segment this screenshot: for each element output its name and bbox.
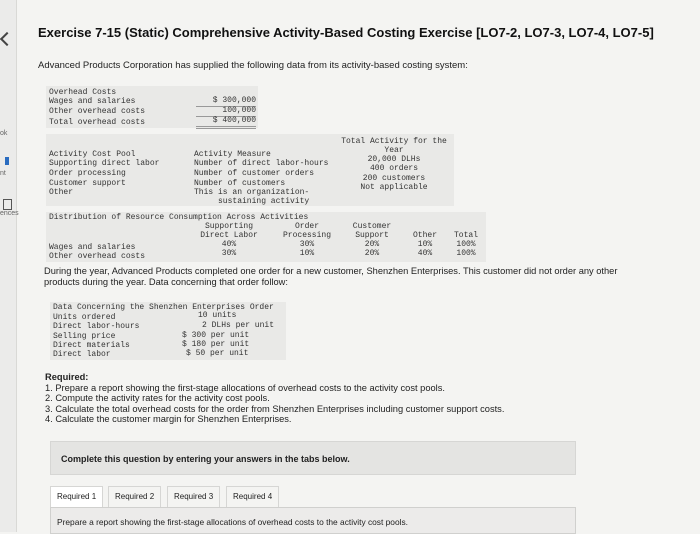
required-item: 3. Calculate the total overhead costs for the order from Shenzhen Enterprises including customer support costs. [45, 403, 505, 414]
dist-header: Support [355, 231, 389, 240]
activity-measure: Number of customer orders [194, 169, 315, 178]
col-header-pool: Activity Cost Pool [49, 150, 136, 159]
tab-panel-instruction: Prepare a report showing the first-stage allocations of overhead costs to the activity cost pools. [57, 517, 409, 527]
dist-row-label: Other overhead costs [49, 252, 146, 261]
instructions-text: Complete this question by entering your answers in the tabs below. [61, 454, 350, 464]
dist-header: Other [412, 231, 437, 240]
activity-measure: This is an organization- [194, 188, 310, 197]
distribution-table [46, 212, 486, 262]
overhead-row-value: 100,000 [196, 106, 256, 117]
required-item: 4. Calculate the customer margin for Shenzhen Enterprises. [45, 414, 292, 424]
activity-pool: Supporting direct labor [49, 159, 160, 168]
order-row-value: $ 50 per unit [186, 349, 249, 358]
instructions-banner [50, 441, 576, 475]
tab-required-2[interactable]: Required 2 [108, 486, 161, 508]
overhead-row-value: $ 300,000 [196, 96, 256, 107]
overhead-row-label: Other overhead costs [49, 107, 146, 116]
activity-measure: Number of customers [194, 179, 286, 188]
order-row-value: 10 units [198, 311, 237, 320]
dist-cell: 100% [456, 240, 476, 249]
order-row-label: Selling price [53, 332, 116, 341]
document-icon[interactable] [3, 199, 12, 210]
order-title: Data Concerning the Shenzhen Enterprises Order [53, 303, 274, 312]
overhead-row-label: Total overhead costs [49, 118, 146, 127]
order-row-value: $ 300 per unit [182, 331, 250, 340]
overhead-row-label: Wages and salaries [49, 97, 136, 106]
required-item: 1. Prepare a report showing the first-stage allocations of overhead costs to the activity cost pools. [45, 382, 445, 393]
distribution-title: Distribution of Resource Consumption Across Activities [49, 213, 309, 222]
left-nav-strip [0, 0, 17, 532]
tab-required-4[interactable]: Required 4 [226, 486, 279, 508]
dist-cell: 10% [299, 249, 315, 258]
chevron-left-icon[interactable] [0, 32, 14, 46]
order-paragraph: During the year, Advanced Products completed one order for a new customer, Shenzhen Enterprises. This customer did not order any other products during the year. Data concerning that order follow: [44, 266, 618, 287]
dist-cell: 20% [364, 249, 380, 258]
nav-label-ok: ok [0, 130, 8, 137]
dist-header: Order [294, 222, 319, 231]
dist-header: Direct Labor [200, 231, 258, 240]
dist-header: Total [453, 231, 478, 240]
dist-header: Processing [282, 231, 331, 240]
activity-measure-cont: sustaining activity [218, 197, 310, 206]
overhead-heading: Overhead Costs [49, 88, 117, 97]
intro-text: Advanced Products Corporation has supplied the following data from its activity-based costing system: [38, 60, 468, 71]
activity-total: 200 customers [362, 174, 426, 183]
order-row-label: Direct labor-hours [53, 322, 140, 331]
order-row-value: 2 DLHs per unit [202, 321, 275, 330]
activity-measure: Number of direct labor-hours [194, 159, 329, 168]
activity-total: 20,000 DLHs [367, 155, 421, 164]
tab-panel [50, 507, 576, 534]
order-row-label: Units ordered [53, 313, 116, 322]
col-header-measure: Activity Measure [194, 150, 271, 159]
dist-cell: 40% [221, 240, 237, 249]
activity-total: Not applicable [360, 183, 428, 192]
dist-cell: 20% [364, 240, 380, 249]
dist-row-label: Wages and salaries [49, 243, 136, 252]
dist-cell: 100% [456, 249, 476, 258]
page-title: Exercise 7-15 (Static) Comprehensive Activity-Based Costing Exercise [LO7-2, LO7-3, LO7-4, LO7-5] [38, 25, 654, 40]
exercise-page [20, 0, 700, 532]
required-section [45, 372, 504, 425]
dist-cell: 30% [221, 249, 237, 258]
nav-marker-icon [5, 157, 9, 165]
col-header-total-year: Year [384, 146, 404, 155]
required-heading: Required: [45, 372, 89, 382]
activity-pool: Order processing [49, 169, 126, 178]
tab-required-1[interactable]: Required 1 [50, 486, 103, 508]
nav-label-nt: nt [0, 170, 6, 177]
activity-measures-table [46, 134, 454, 206]
required-item: 2. Compute the activity rates for the activity cost pools. [45, 393, 270, 403]
dist-header: Supporting [204, 222, 253, 231]
dist-header: Customer [352, 222, 392, 231]
dist-cell: 10% [417, 240, 433, 249]
order-row-label: Direct labor [53, 350, 111, 359]
overhead-row-value: $ 400,000 [196, 116, 256, 129]
dist-cell: 40% [417, 249, 433, 258]
overhead-costs-table [46, 86, 258, 128]
shenzhen-order-table [50, 302, 286, 360]
activity-total: 400 orders [369, 164, 418, 173]
order-row-label: Direct materials [53, 341, 130, 350]
activity-pool: Other [49, 188, 74, 197]
col-header-total: Total Activity for the [341, 137, 447, 146]
activity-pool: Customer support [49, 179, 126, 188]
nav-label-ences: ences [0, 210, 19, 217]
order-row-value: $ 180 per unit [182, 340, 250, 349]
tab-required-3[interactable]: Required 3 [167, 486, 220, 508]
dist-cell: 30% [299, 240, 315, 249]
